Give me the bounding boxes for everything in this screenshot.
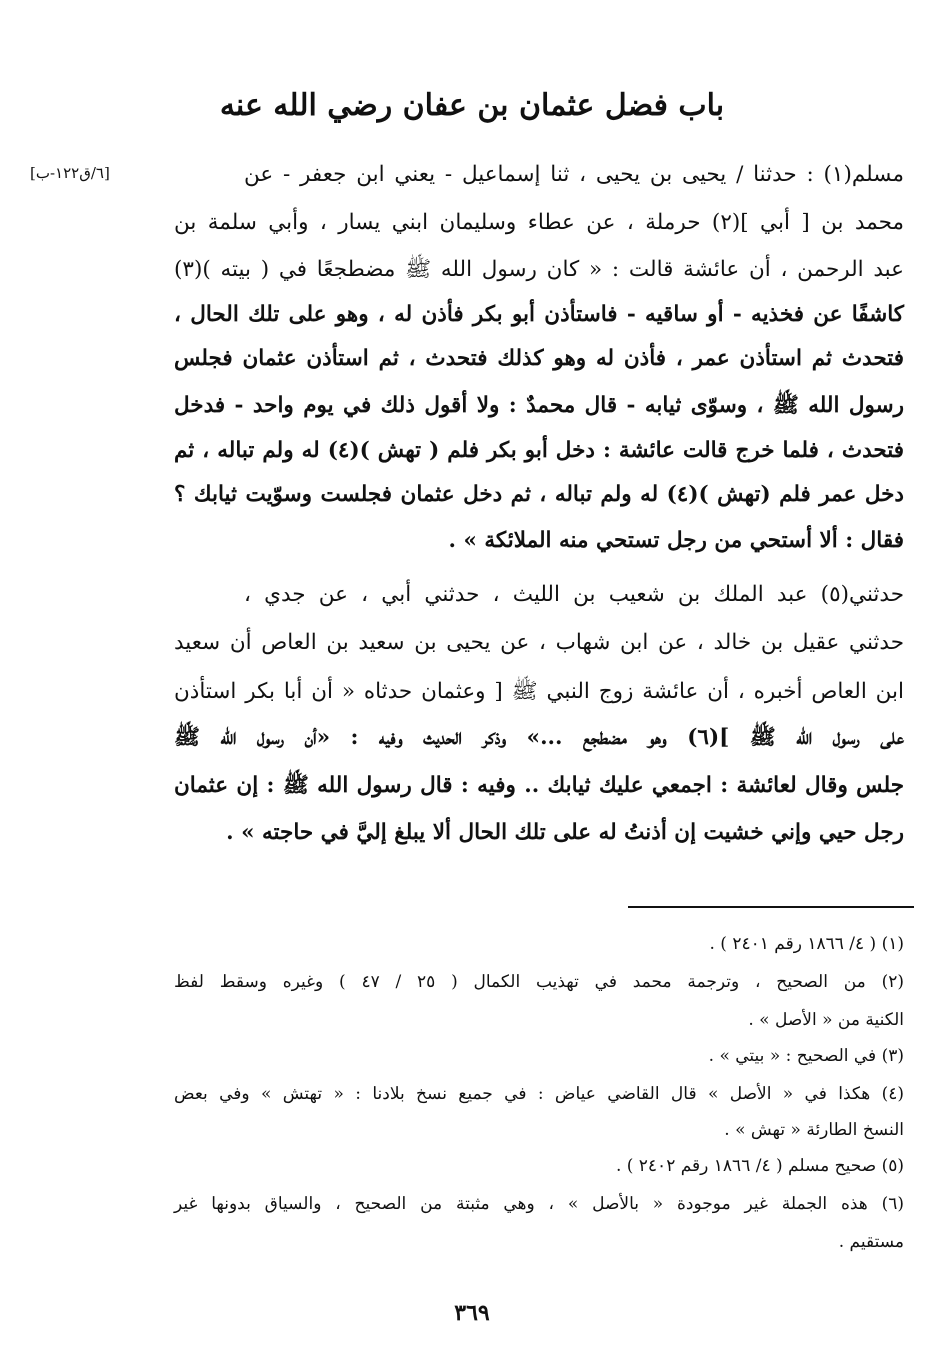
paragraph1-line-3: عبد الرحمن ، أن عائشة قالت : « كان رسول الله ﷺ مضطجعًا في ( بيته )(٣): [174, 257, 904, 282]
paragraph2-line-6: رجل حيي وإني خشيت إن أذنتُ له على تلك الحال ألا يبلغ إليَّ في حاجته » .: [226, 820, 904, 845]
footnote-2: (٢) من الصحيح ، وترجمة محمد في تهذيب الكمال ( ٢٥ / ٤٧ ) وغيره وسقط لفظ: [174, 972, 904, 992]
footnote-6-continued: مستقيم .: [838, 1232, 904, 1252]
footnote-2-continued: الكنية من « الأصل » .: [748, 1010, 904, 1030]
manuscript-folio-reference: [٦/ق١٢٢-ب]: [30, 164, 110, 182]
paragraph1-line-4: كاشفًا عن فخذيه - أو ساقيه - فاستأذن أبو بكر فأذن له ، وهو على تلك الحال ،: [174, 302, 904, 327]
footnote-6: (٦) هذه الجملة غير موجودة « بالأصل » ، وهي مثبتة من الصحيح ، والسياق بدونها غير: [174, 1194, 904, 1214]
paragraph2-line-3: ابن العاص أخبره ، أن عائشة زوج النبي ﷺ [ وعثمان حدثاه « أن أبا بكر استأذن: [174, 679, 904, 704]
footnote-separator: [628, 906, 914, 908]
paragraph1-line-5: فتحدث ثم استأذن عمر ، فأذن له وهو كذلك فتحدث ، ثم استأذن عثمان فجلس: [174, 346, 904, 371]
paragraph1-line-7: فتحدث ، فلما خرج قالت عائشة : دخل أبو بكر فلم ( تهش )(٤) له ولم تباله ، ثم: [174, 438, 905, 463]
paragraph2-line-1: حدثني(٥) عبد الملك بن شعيب بن الليث ، حدثني أبي ، عن جدي ،: [244, 582, 904, 607]
paragraph2-line-2: حدثني عقيل بن خالد ، عن ابن شهاب ، عن يحيى بن سعيد بن العاص أن سعيد: [174, 630, 904, 655]
paragraph1-line-8: دخل عمر فلم (تهش )(٤) له ولم تباله ، ثم دخل عثمان فجلست وسوّيت ثيابك ؟: [174, 482, 904, 507]
chapter-title: باب فضل عثمان بن عفان رضي الله عنه: [219, 88, 725, 123]
paragraph2-line-5: جلس وقال لعائشة : اجمعي عليك ثيابك .. وفيه : قال رسول الله ﷺ : إن عثمان: [174, 773, 904, 798]
footnote-1: (١) ( ٤/ ١٨٦٦ رقم ٢٤٠١ ) .: [709, 934, 904, 954]
footnote-4-continued: النسخ الطارئة « تهش » .: [724, 1120, 904, 1140]
paragraph1-line-1: مسلم(١) : حدثنا / يحيى بن يحيى ، ثنا إسماعيل - يعني ابن جعفر - عن: [244, 162, 904, 187]
paragraph1-line-9: فقال : ألا أستحي من رجل تستحي منه الملائكة » .: [448, 528, 904, 553]
footnote-5: (٥) صحيح مسلم ( ٤/ ١٨٦٦ رقم ٢٤٠٢ ) .: [615, 1156, 904, 1176]
footnote-3: (٣) في الصحيح : « بيتي » .: [708, 1046, 904, 1066]
paragraph1-line-2: محمد بن [ أبي ](٢) حرملة ، عن عطاء وسليمان ابني يسار ، وأبي سلمة بن: [174, 210, 905, 235]
paragraph1-line-6: رسول الله ﷺ ، وسوّى ثيابه - قال محمدٌ : ولا أقول ذلك في يوم واحد - فدخل: [174, 393, 904, 418]
page-number: ٣٦٩: [454, 1300, 490, 1326]
paragraph2-line-4: على رسول الله ﷺ ](٦) وهو مضطجع ...» وذكر الحديث وفيه : «أن رسول الله ﷺ: [174, 725, 904, 750]
footnote-4: (٤) هكذا في « الأصل » قال القاضي عياض : في جميع نسخ بلادنا : « تهتش » وفي بعض: [174, 1084, 904, 1104]
